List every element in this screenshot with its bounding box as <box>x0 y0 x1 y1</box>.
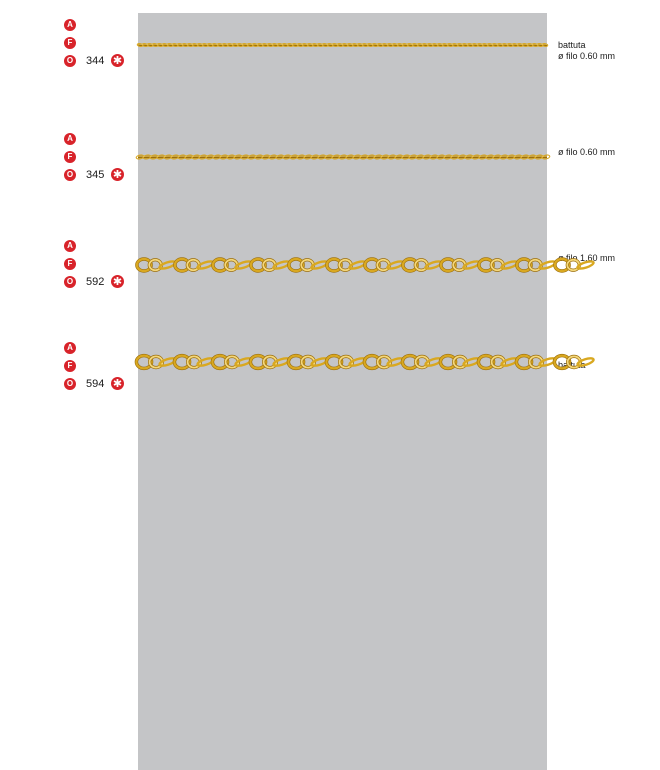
chain-image-594 <box>138 349 547 375</box>
badge-a-icon: A <box>64 240 76 252</box>
chain-image-344 <box>138 38 547 52</box>
description-line: ø filo 1.60 mm <box>558 253 616 263</box>
chain-image-592 <box>138 252 547 278</box>
star-circle-icon: ✱ <box>112 55 123 67</box>
badge-f-icon: F <box>64 151 76 163</box>
star-circle-icon: ✱ <box>112 276 123 288</box>
badge-a-icon: A <box>64 342 76 354</box>
badge-o-icon: O <box>64 55 76 67</box>
star-circle-icon: ✱ <box>112 378 123 390</box>
badge-a-icon: A <box>64 19 76 31</box>
product-code: 345 <box>86 169 105 181</box>
description-line: ø filo 0.60 mm <box>558 147 616 157</box>
badge-f-icon: F <box>64 258 76 270</box>
product-description <box>558 147 615 158</box>
chain-image-345 <box>138 150 547 164</box>
product-code: 592 <box>86 276 105 288</box>
badge-o-icon: O <box>64 169 76 181</box>
description-line: ø filo 0.60 mm <box>558 51 616 61</box>
badge-o-icon: O <box>64 378 76 390</box>
badge-o-icon: O <box>64 276 76 288</box>
product-description <box>558 40 615 62</box>
description-line: battuta <box>558 360 586 370</box>
badge-a-icon: A <box>64 133 76 145</box>
product-code: 594 <box>86 378 105 390</box>
star-circle-icon: ✱ <box>112 169 123 181</box>
description-line: battuta <box>558 40 586 50</box>
badge-f-icon: F <box>64 37 76 49</box>
product-code: 344 <box>86 55 105 67</box>
badge-f-icon: F <box>64 360 76 372</box>
